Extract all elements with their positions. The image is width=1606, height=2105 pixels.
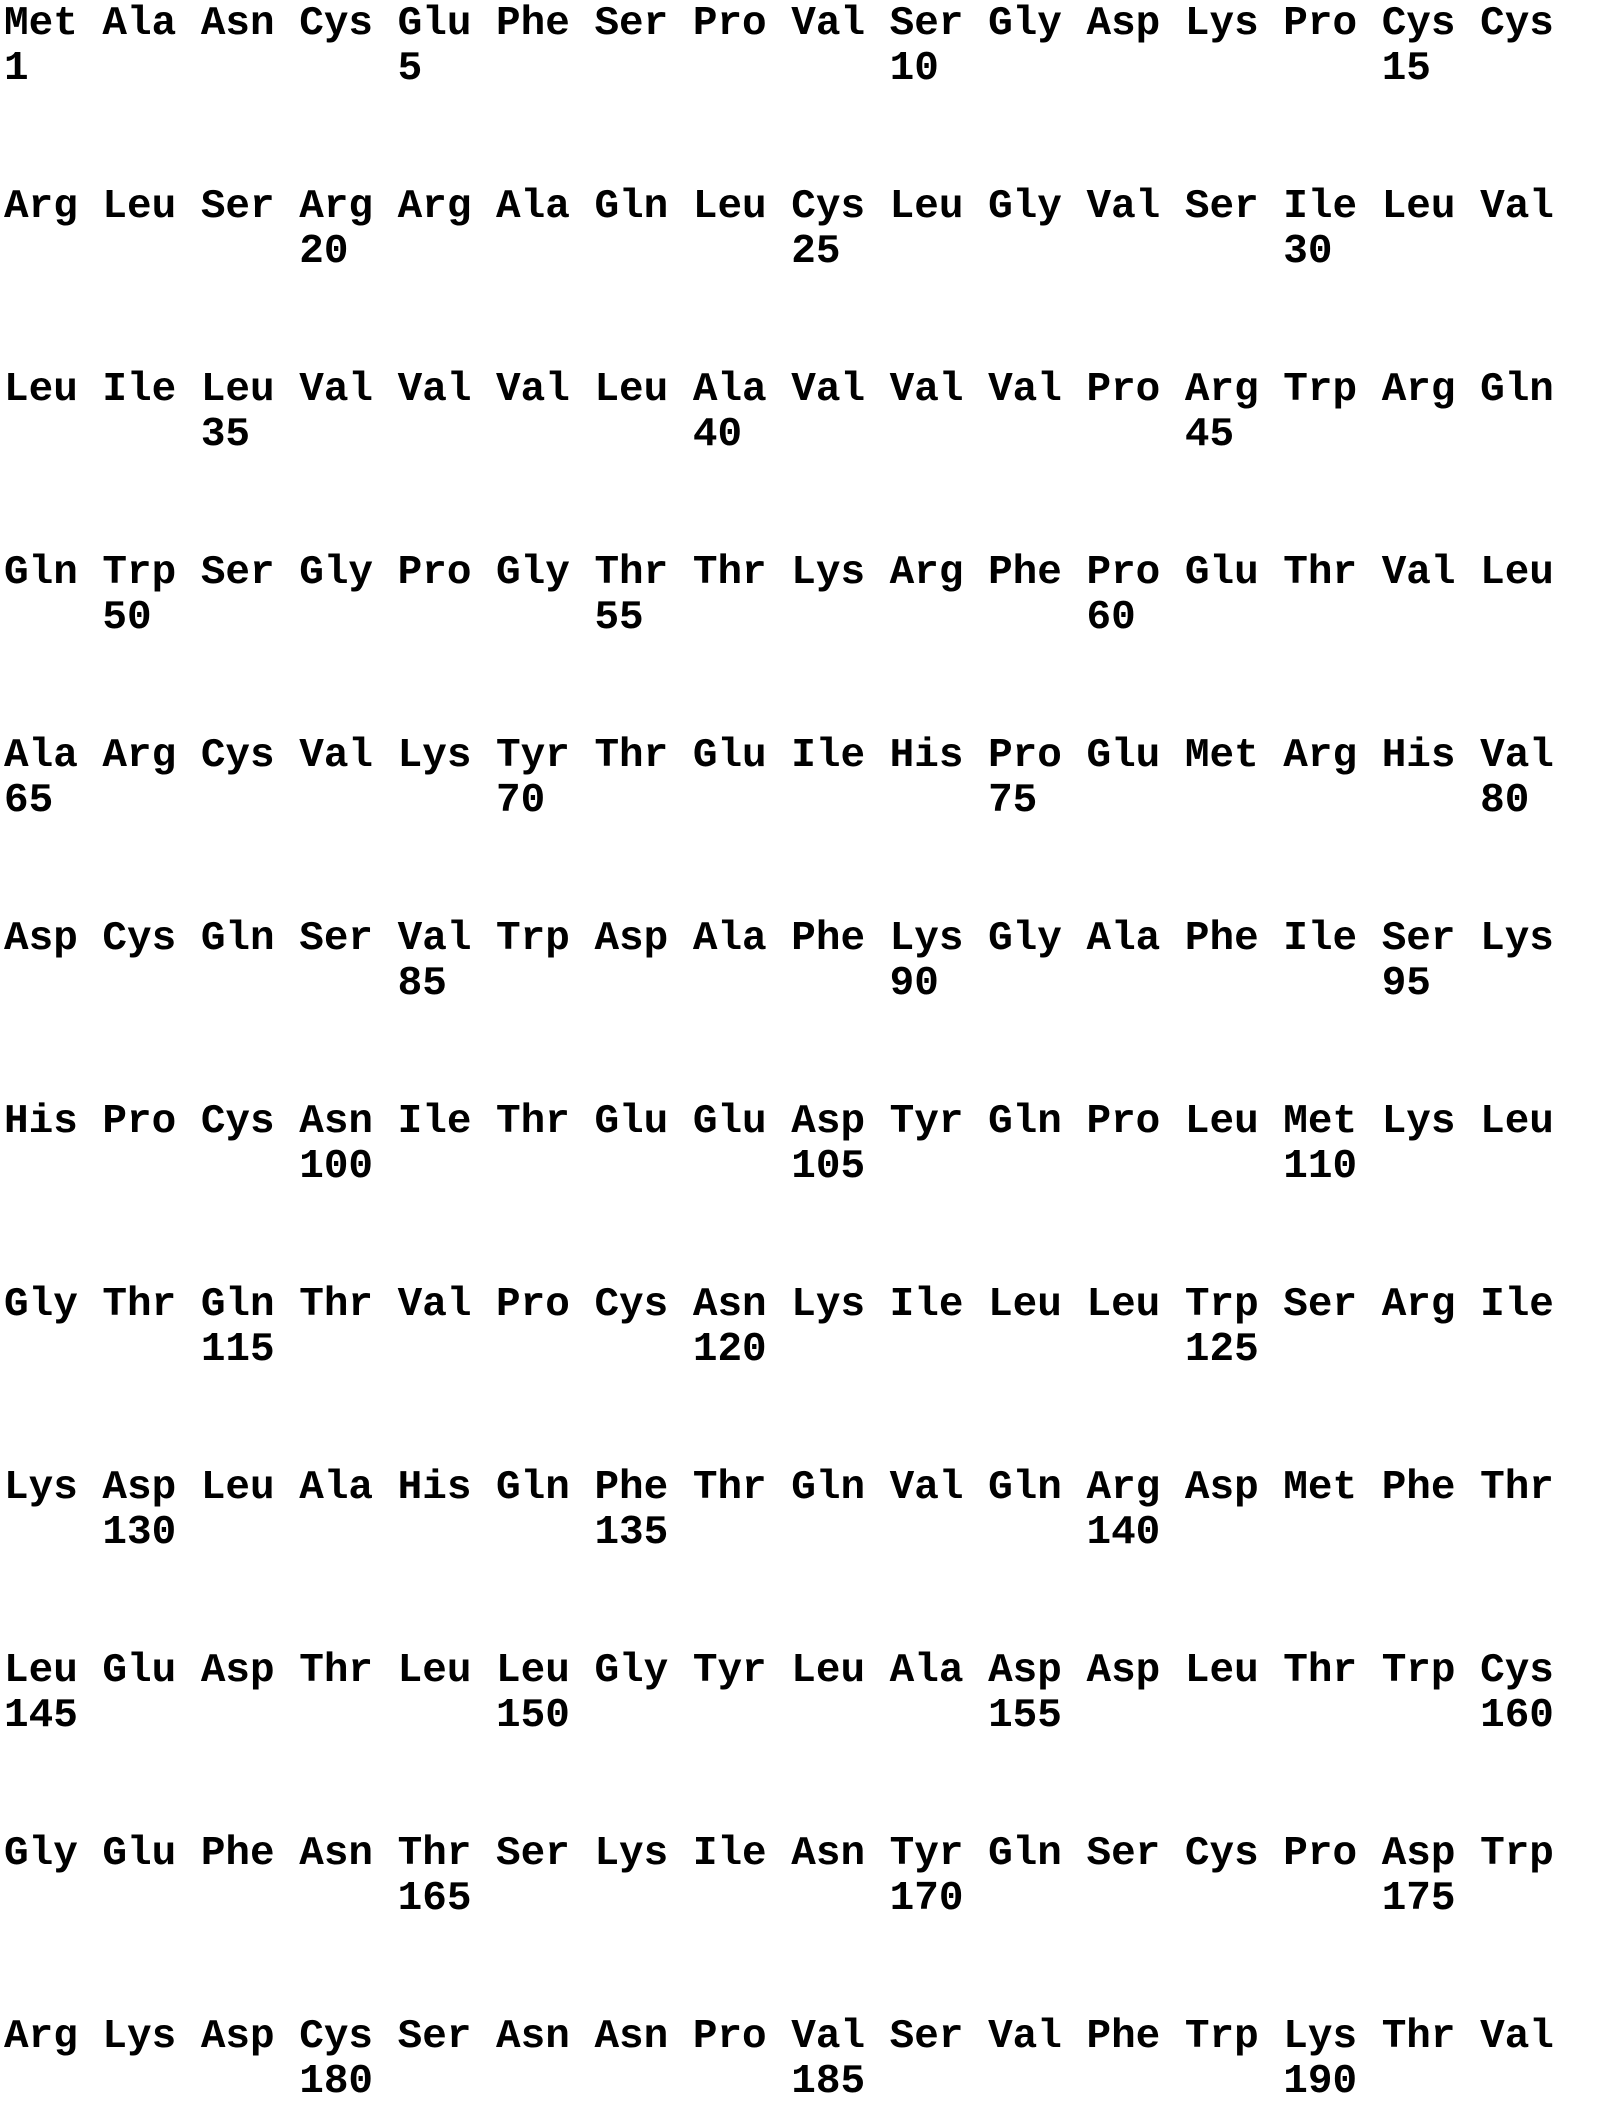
residue: Asp <box>4 916 78 962</box>
residue: Arg <box>1184 367 1259 413</box>
number-line <box>4 962 1606 1007</box>
residue-line <box>4 1100 1606 1145</box>
residue: Leu <box>102 184 177 230</box>
residue-line <box>4 1466 1606 1511</box>
residue: Leu <box>791 1648 866 1694</box>
residue: Trp <box>1184 1282 1259 1328</box>
residue: Ile <box>889 1282 964 1328</box>
residue: Pro <box>1086 550 1161 596</box>
position-number: 90 <box>889 961 939 1007</box>
residue: Leu <box>200 1465 275 1511</box>
residue: Glu <box>1086 733 1161 779</box>
residue: Thr <box>594 733 669 779</box>
residue: Val <box>299 367 374 413</box>
residue: Ile <box>1480 1282 1554 1328</box>
position-number: 35 <box>200 412 251 458</box>
residue: Met <box>4 1 78 47</box>
residue: Met <box>1283 1465 1358 1511</box>
sequence-row <box>4 551 1606 641</box>
number-line <box>4 1694 1606 1739</box>
residue: Ala <box>4 733 78 779</box>
residue: Thr <box>1283 550 1358 596</box>
residue: Trp <box>1184 2014 1259 2060</box>
residue: Asp <box>594 916 669 962</box>
residue: Lys <box>102 2014 177 2060</box>
residue-line <box>4 734 1606 779</box>
sequence-row <box>4 1649 1606 1739</box>
position-number: 100 <box>299 1144 374 1190</box>
residue: Arg <box>1283 733 1358 779</box>
residue: Leu <box>4 367 78 413</box>
residue: Val <box>299 733 374 779</box>
residue: Arg <box>1381 367 1456 413</box>
residue: Cys <box>1480 1648 1554 1694</box>
number-line <box>4 779 1606 824</box>
residue: Ile <box>397 1099 472 1145</box>
number-line <box>4 47 1606 92</box>
residue: Ser <box>200 550 275 596</box>
position-number: 120 <box>692 1327 767 1373</box>
residue: Ile <box>692 1831 767 1877</box>
residue: Gln <box>200 916 275 962</box>
residue: Pro <box>496 1282 570 1328</box>
residue: Leu <box>397 1648 472 1694</box>
residue: Pro <box>1086 367 1161 413</box>
residue: Trp <box>1480 1831 1554 1877</box>
residue: Leu <box>4 1648 78 1694</box>
residue: Leu <box>200 367 275 413</box>
residue: His <box>889 733 964 779</box>
residue-line <box>4 2 1606 47</box>
residue-line <box>4 917 1606 962</box>
residue: Glu <box>692 1099 767 1145</box>
residue-line <box>4 2015 1606 2060</box>
residue: Leu <box>1480 550 1554 596</box>
residue: Val <box>397 367 472 413</box>
residue: Thr <box>299 1648 374 1694</box>
position-number: 55 <box>594 595 644 641</box>
residue: Gly <box>988 916 1062 962</box>
residue: Asp <box>791 1099 866 1145</box>
number-line <box>4 2060 1606 2105</box>
number-line <box>4 1328 1606 1373</box>
residue: Phe <box>1086 2014 1161 2060</box>
residue: Val <box>1381 550 1456 596</box>
residue: Trp <box>1381 1648 1456 1694</box>
position-number: 30 <box>1283 229 1333 275</box>
residue: Leu <box>1184 1648 1259 1694</box>
residue: Val <box>791 1 866 47</box>
residue: Asp <box>1086 1 1161 47</box>
residue: Leu <box>1086 1282 1161 1328</box>
residue: Thr <box>1381 2014 1456 2060</box>
residue: Asn <box>594 2014 669 2060</box>
residue: Glu <box>102 1831 177 1877</box>
position-number: 190 <box>1283 2059 1358 2105</box>
residue: Trp <box>102 550 177 596</box>
residue: Arg <box>1086 1465 1161 1511</box>
residue: Asp <box>1086 1648 1161 1694</box>
residue: Arg <box>102 733 177 779</box>
residue: Asn <box>496 2014 570 2060</box>
residue: Thr <box>496 1099 570 1145</box>
residue: Lys <box>791 1282 866 1328</box>
residue: Ser <box>397 2014 472 2060</box>
residue: Ser <box>889 1 964 47</box>
position-number: 160 <box>1480 1693 1554 1739</box>
residue: Leu <box>889 184 964 230</box>
residue: Gly <box>4 1282 78 1328</box>
position-number: 75 <box>988 778 1038 824</box>
position-number: 45 <box>1184 412 1235 458</box>
residue: Lys <box>1283 2014 1358 2060</box>
residue-line <box>4 551 1606 596</box>
residue: Ala <box>692 367 767 413</box>
sequence-row <box>4 1466 1606 1556</box>
residue: Asp <box>102 1465 177 1511</box>
residue: Phe <box>791 916 866 962</box>
residue: Lys <box>594 1831 669 1877</box>
residue: Lys <box>397 733 472 779</box>
position-number: 40 <box>692 412 743 458</box>
residue: Lys <box>1480 916 1554 962</box>
position-number: 85 <box>397 961 447 1007</box>
residue: Val <box>496 367 570 413</box>
residue: Met <box>1184 733 1259 779</box>
residue: Gln <box>988 1465 1062 1511</box>
residue: Phe <box>594 1465 669 1511</box>
number-line <box>4 596 1606 641</box>
position-number: 155 <box>988 1693 1062 1739</box>
residue: Val <box>889 367 964 413</box>
residue: Leu <box>594 367 669 413</box>
residue: Leu <box>1381 184 1456 230</box>
residue: Arg <box>397 184 472 230</box>
position-number: 185 <box>791 2059 866 2105</box>
sequence-row <box>4 1832 1606 1922</box>
residue: His <box>4 1099 78 1145</box>
residue: Val <box>397 1282 472 1328</box>
residue: Leu <box>1184 1099 1259 1145</box>
residue: Gln <box>4 550 78 596</box>
residue: Val <box>988 2014 1062 2060</box>
residue: Asp <box>1184 1465 1259 1511</box>
residue: Gln <box>1480 367 1554 413</box>
residue: Ala <box>299 1465 374 1511</box>
residue: Glu <box>397 1 472 47</box>
sequence-row <box>4 185 1606 275</box>
residue: Cys <box>594 1282 669 1328</box>
residue: Gly <box>4 1831 78 1877</box>
position-number: 125 <box>1184 1327 1259 1373</box>
residue: Asn <box>299 1831 374 1877</box>
residue: Val <box>397 916 472 962</box>
residue: Asn <box>791 1831 866 1877</box>
residue: Cys <box>1381 1 1456 47</box>
residue: Thr <box>692 550 767 596</box>
residue: Gly <box>988 1 1062 47</box>
residue: Leu <box>988 1282 1062 1328</box>
residue: Gln <box>200 1282 275 1328</box>
number-line <box>4 1145 1606 1190</box>
residue: Tyr <box>496 733 570 779</box>
residue: Ala <box>496 184 570 230</box>
position-number: 110 <box>1283 1144 1358 1190</box>
sequence-row <box>4 917 1606 1007</box>
residue: Pro <box>692 2014 767 2060</box>
residue: Thr <box>1480 1465 1554 1511</box>
residue: Ser <box>496 1831 570 1877</box>
residue: Thr <box>1283 1648 1358 1694</box>
position-number: 10 <box>889 46 939 92</box>
residue: Cys <box>299 1 374 47</box>
residue: Asp <box>988 1648 1062 1694</box>
position-number: 25 <box>791 229 841 275</box>
residue: Pro <box>988 733 1062 779</box>
residue: Phe <box>496 1 570 47</box>
residue: Gln <box>988 1831 1062 1877</box>
residue-line <box>4 1649 1606 1694</box>
residue: Cys <box>1480 1 1554 47</box>
residue: Tyr <box>889 1831 964 1877</box>
position-number: 170 <box>889 1876 964 1922</box>
residue: Thr <box>397 1831 472 1877</box>
residue: Thr <box>692 1465 767 1511</box>
residue: Ser <box>1381 916 1456 962</box>
residue: Gln <box>594 184 669 230</box>
residue: Tyr <box>889 1099 964 1145</box>
residue: Val <box>791 2014 866 2060</box>
residue: Ser <box>1283 1282 1358 1328</box>
number-line <box>4 1877 1606 1922</box>
number-line <box>4 1511 1606 1556</box>
residue: Arg <box>299 184 374 230</box>
residue: Leu <box>1480 1099 1554 1145</box>
residue: Asp <box>200 1648 275 1694</box>
sequence-listing <box>4 2 1606 2105</box>
position-number: 140 <box>1086 1510 1161 1556</box>
residue: Tyr <box>692 1648 767 1694</box>
residue: Ala <box>102 1 177 47</box>
residue: Gly <box>299 550 374 596</box>
residue: Thr <box>594 550 669 596</box>
residue: Pro <box>1283 1831 1358 1877</box>
residue: Val <box>1480 2014 1554 2060</box>
residue: Lys <box>791 550 866 596</box>
residue: His <box>397 1465 472 1511</box>
sequence-row <box>4 2015 1606 2105</box>
residue: Lys <box>889 916 964 962</box>
position-number: 145 <box>4 1693 78 1739</box>
residue: Phe <box>1381 1465 1456 1511</box>
residue: Val <box>889 1465 964 1511</box>
position-number: 20 <box>299 229 349 275</box>
residue: Trp <box>496 916 570 962</box>
residue: Pro <box>1086 1099 1161 1145</box>
residue: Asn <box>299 1099 374 1145</box>
residue: Ile <box>1283 184 1358 230</box>
position-number: 180 <box>299 2059 374 2105</box>
position-number: 175 <box>1381 1876 1456 1922</box>
position-number: 70 <box>496 778 546 824</box>
residue: Cys <box>791 184 866 230</box>
residue: Ser <box>594 1 669 47</box>
number-line <box>4 230 1606 275</box>
residue-line <box>4 185 1606 230</box>
position-number: 80 <box>1480 778 1530 824</box>
residue: Ser <box>1184 184 1259 230</box>
residue: Lys <box>4 1465 78 1511</box>
residue: Cys <box>1184 1831 1259 1877</box>
residue: Ile <box>791 733 866 779</box>
residue: Val <box>988 367 1062 413</box>
residue: Pro <box>692 1 767 47</box>
residue: Phe <box>200 1831 275 1877</box>
residue: Trp <box>1283 367 1358 413</box>
position-number: 50 <box>102 595 152 641</box>
residue: Ile <box>102 367 177 413</box>
sequence-row <box>4 1100 1606 1190</box>
residue: Thr <box>299 1282 374 1328</box>
residue: Ile <box>1283 916 1358 962</box>
residue: Arg <box>889 550 964 596</box>
position-number: 115 <box>200 1327 275 1373</box>
residue: Gln <box>791 1465 866 1511</box>
residue: Pro <box>1283 1 1358 47</box>
residue: Gly <box>496 550 570 596</box>
position-number: 165 <box>397 1876 472 1922</box>
residue: Ser <box>889 2014 964 2060</box>
position-number: 15 <box>1381 46 1431 92</box>
residue: Lys <box>1184 1 1259 47</box>
residue-line <box>4 1832 1606 1877</box>
residue: Val <box>791 367 866 413</box>
residue: Val <box>1480 184 1554 230</box>
residue: Gln <box>496 1465 570 1511</box>
residue: Pro <box>397 550 472 596</box>
residue: Gln <box>988 1099 1062 1145</box>
residue: Ser <box>1086 1831 1161 1877</box>
residue: Glu <box>692 733 767 779</box>
residue: Glu <box>594 1099 669 1145</box>
sequence-row <box>4 368 1606 458</box>
residue: Arg <box>4 184 78 230</box>
residue: Val <box>1480 733 1554 779</box>
residue: Phe <box>988 550 1062 596</box>
residue: Thr <box>102 1282 177 1328</box>
residue: Arg <box>1381 1282 1456 1328</box>
residue: Cys <box>200 1099 275 1145</box>
position-number: 1 <box>4 46 29 92</box>
residue: Gly <box>594 1648 669 1694</box>
residue: Phe <box>1184 916 1259 962</box>
position-number: 130 <box>102 1510 177 1556</box>
residue: Val <box>1086 184 1161 230</box>
residue: Asp <box>1381 1831 1456 1877</box>
residue-line <box>4 1283 1606 1328</box>
residue: Cys <box>102 916 177 962</box>
residue: Glu <box>102 1648 177 1694</box>
residue: Lys <box>1381 1099 1456 1145</box>
position-number: 150 <box>496 1693 570 1739</box>
residue: Asp <box>200 2014 275 2060</box>
residue: Ala <box>1086 916 1161 962</box>
residue: Leu <box>496 1648 570 1694</box>
number-line <box>4 413 1606 458</box>
residue: Met <box>1283 1099 1358 1145</box>
residue: Ser <box>200 184 275 230</box>
residue: Ala <box>889 1648 964 1694</box>
residue: Arg <box>4 2014 78 2060</box>
residue: Ala <box>692 916 767 962</box>
residue: Cys <box>299 2014 374 2060</box>
position-number: 5 <box>397 46 423 92</box>
position-number: 105 <box>791 1144 866 1190</box>
position-number: 135 <box>594 1510 669 1556</box>
residue: His <box>1381 733 1456 779</box>
sequence-row <box>4 1283 1606 1373</box>
position-number: 65 <box>4 778 54 824</box>
position-number: 95 <box>1381 961 1431 1007</box>
residue: Gly <box>988 184 1062 230</box>
position-number: 60 <box>1086 595 1136 641</box>
residue: Ser <box>299 916 374 962</box>
residue: Pro <box>102 1099 177 1145</box>
residue: Asn <box>692 1282 767 1328</box>
sequence-row <box>4 2 1606 92</box>
residue: Leu <box>692 184 767 230</box>
residue: Glu <box>1184 550 1259 596</box>
sequence-row <box>4 734 1606 824</box>
residue-line <box>4 368 1606 413</box>
residue: Cys <box>200 733 275 779</box>
residue: Asn <box>200 1 275 47</box>
